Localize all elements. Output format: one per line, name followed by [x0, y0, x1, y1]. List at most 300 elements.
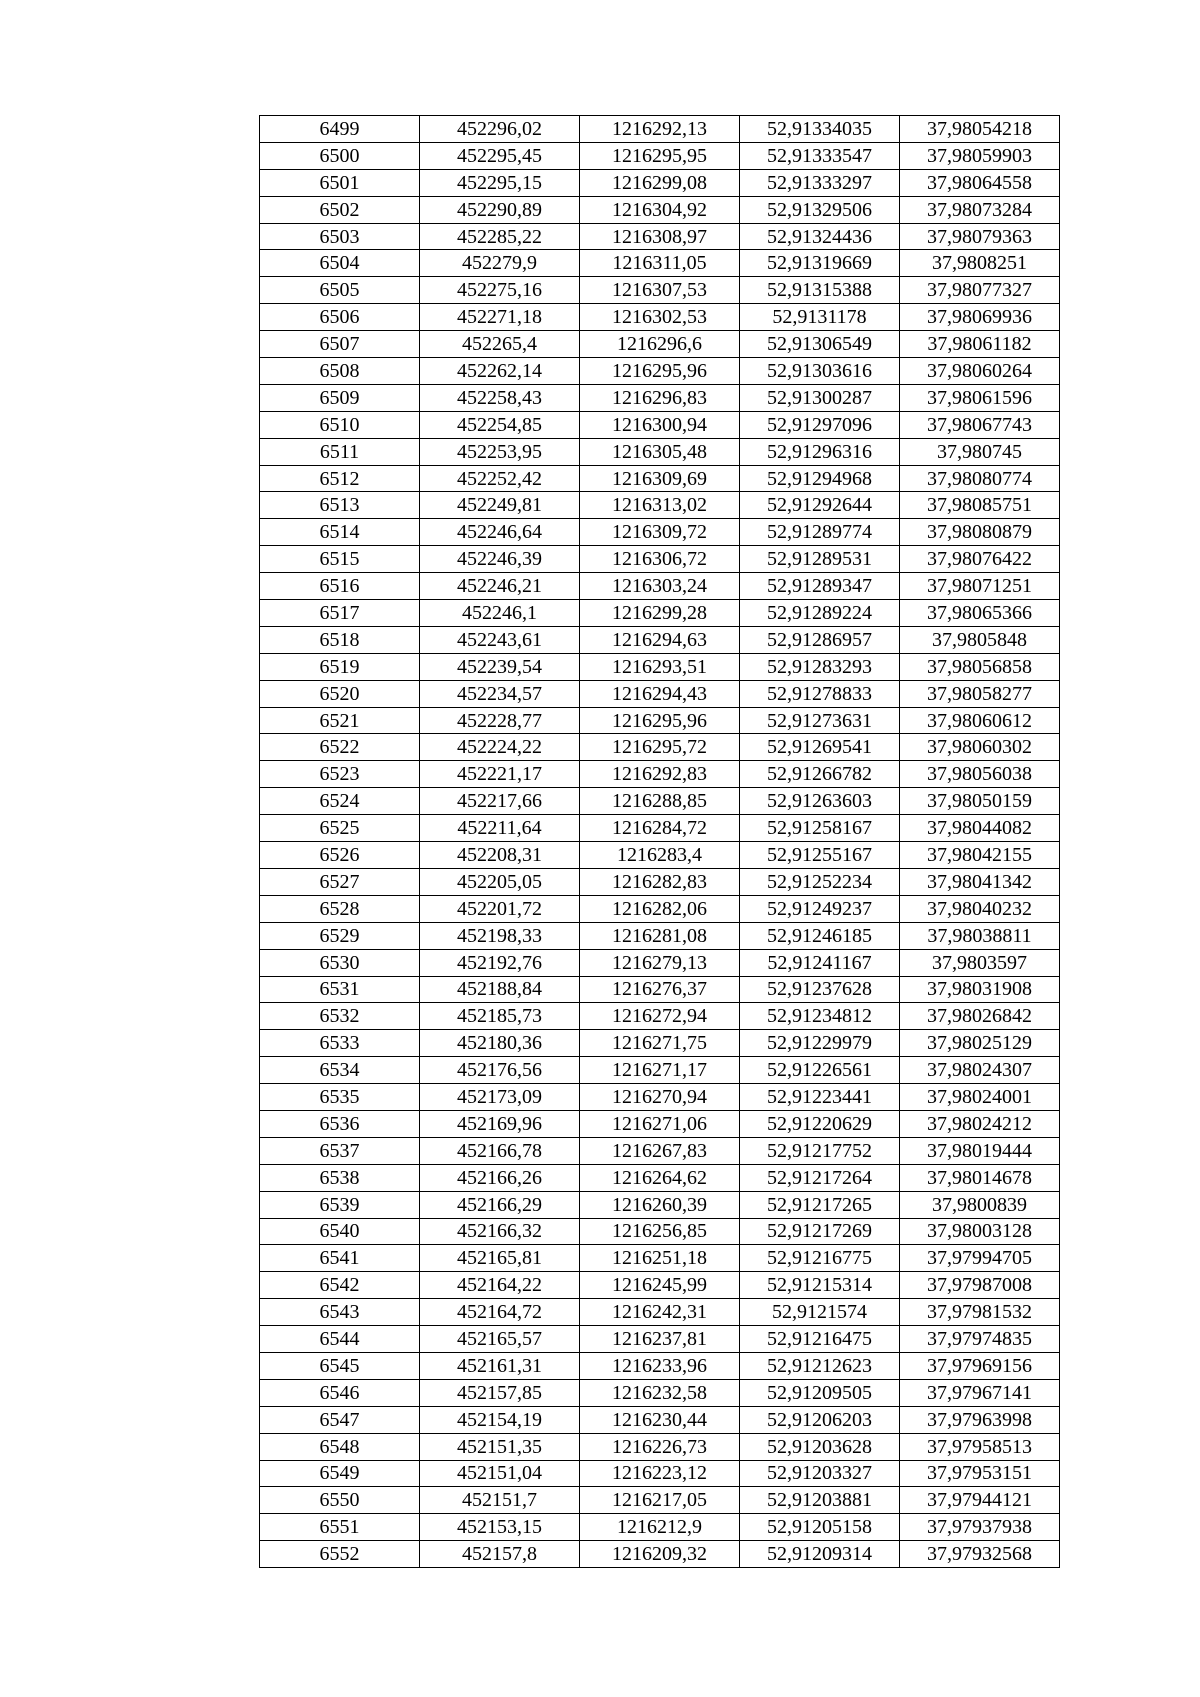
y-coordinate-cell: 1216294,43: [580, 680, 740, 707]
latitude-cell: 52,91329506: [740, 196, 900, 223]
table-row: [260, 626, 1060, 653]
latitude-cell: 52,91333297: [740, 169, 900, 196]
latitude-cell: 52,91252234: [740, 868, 900, 895]
latitude-cell: 52,91289347: [740, 573, 900, 600]
point-number-cell: 6538: [260, 1164, 420, 1191]
table-row: [260, 573, 1060, 600]
point-number-cell: 6544: [260, 1326, 420, 1353]
longitude-cell: 37,98076422: [900, 546, 1060, 573]
latitude-cell: 52,91205158: [740, 1514, 900, 1541]
x-coordinate-cell: 452275,16: [420, 277, 580, 304]
latitude-cell: 52,91216775: [740, 1245, 900, 1272]
latitude-cell: 52,91203881: [740, 1487, 900, 1514]
point-number-cell: 6545: [260, 1352, 420, 1379]
table-row: [260, 788, 1060, 815]
longitude-cell: 37,98065366: [900, 600, 1060, 627]
table-row: [260, 1030, 1060, 1057]
latitude-cell: 52,91217752: [740, 1137, 900, 1164]
x-coordinate-cell: 452164,22: [420, 1272, 580, 1299]
y-coordinate-cell: 1216271,06: [580, 1110, 740, 1137]
x-coordinate-cell: 452157,8: [420, 1541, 580, 1568]
table-row: [260, 384, 1060, 411]
point-number-cell: 6548: [260, 1433, 420, 1460]
y-coordinate-cell: 1216295,72: [580, 734, 740, 761]
table-row: [260, 1191, 1060, 1218]
longitude-cell: 37,9800839: [900, 1191, 1060, 1218]
y-coordinate-cell: 1216295,96: [580, 707, 740, 734]
point-number-cell: 6543: [260, 1299, 420, 1326]
x-coordinate-cell: 452173,09: [420, 1084, 580, 1111]
point-number-cell: 6514: [260, 519, 420, 546]
table-row: [260, 250, 1060, 277]
longitude-cell: 37,97963998: [900, 1406, 1060, 1433]
longitude-cell: 37,98024212: [900, 1110, 1060, 1137]
longitude-cell: 37,98085751: [900, 492, 1060, 519]
point-number-cell: 6547: [260, 1406, 420, 1433]
x-coordinate-cell: 452201,72: [420, 895, 580, 922]
latitude-cell: 52,91241167: [740, 949, 900, 976]
latitude-cell: 52,91303616: [740, 358, 900, 385]
y-coordinate-cell: 1216296,83: [580, 384, 740, 411]
point-number-cell: 6539: [260, 1191, 420, 1218]
x-coordinate-cell: 452165,81: [420, 1245, 580, 1272]
latitude-cell: 52,91203628: [740, 1433, 900, 1460]
x-coordinate-cell: 452176,56: [420, 1057, 580, 1084]
point-number-cell: 6521: [260, 707, 420, 734]
longitude-cell: 37,98056038: [900, 761, 1060, 788]
longitude-cell: 37,98026842: [900, 1003, 1060, 1030]
longitude-cell: 37,98025129: [900, 1030, 1060, 1057]
latitude-cell: 52,91209505: [740, 1379, 900, 1406]
longitude-cell: 37,98041342: [900, 868, 1060, 895]
latitude-cell: 52,91263603: [740, 788, 900, 815]
table-row: [260, 842, 1060, 869]
x-coordinate-cell: 452192,76: [420, 949, 580, 976]
longitude-cell: 37,98060264: [900, 358, 1060, 385]
point-number-cell: 6508: [260, 358, 420, 385]
point-number-cell: 6542: [260, 1272, 420, 1299]
point-number-cell: 6551: [260, 1514, 420, 1541]
y-coordinate-cell: 1216260,39: [580, 1191, 740, 1218]
latitude-cell: 52,91223441: [740, 1084, 900, 1111]
point-number-cell: 6532: [260, 1003, 420, 1030]
table-row: [260, 223, 1060, 250]
point-number-cell: 6510: [260, 411, 420, 438]
longitude-cell: 37,97937938: [900, 1514, 1060, 1541]
table-row: [260, 1245, 1060, 1272]
latitude-cell: 52,91286957: [740, 626, 900, 653]
y-coordinate-cell: 1216242,31: [580, 1299, 740, 1326]
x-coordinate-cell: 452262,14: [420, 358, 580, 385]
point-number-cell: 6502: [260, 196, 420, 223]
longitude-cell: 37,98060612: [900, 707, 1060, 734]
y-coordinate-cell: 1216251,18: [580, 1245, 740, 1272]
point-number-cell: 6531: [260, 976, 420, 1003]
latitude-cell: 52,91278833: [740, 680, 900, 707]
latitude-cell: 52,91220629: [740, 1110, 900, 1137]
point-number-cell: 6530: [260, 949, 420, 976]
point-number-cell: 6519: [260, 653, 420, 680]
table-row: [260, 116, 1060, 143]
latitude-cell: 52,91215314: [740, 1272, 900, 1299]
x-coordinate-cell: 452166,78: [420, 1137, 580, 1164]
longitude-cell: 37,98080774: [900, 465, 1060, 492]
point-number-cell: 6536: [260, 1110, 420, 1137]
table-row: [260, 815, 1060, 842]
latitude-cell: 52,91315388: [740, 277, 900, 304]
table-row: [260, 949, 1060, 976]
y-coordinate-cell: 1216288,85: [580, 788, 740, 815]
y-coordinate-cell: 1216282,06: [580, 895, 740, 922]
y-coordinate-cell: 1216293,51: [580, 653, 740, 680]
table-row: [260, 438, 1060, 465]
latitude-cell: 52,91246185: [740, 922, 900, 949]
longitude-cell: 37,97953151: [900, 1460, 1060, 1487]
point-number-cell: 6509: [260, 384, 420, 411]
x-coordinate-cell: 452246,64: [420, 519, 580, 546]
x-coordinate-cell: 452271,18: [420, 304, 580, 331]
y-coordinate-cell: 1216311,05: [580, 250, 740, 277]
table-row: [260, 1487, 1060, 1514]
y-coordinate-cell: 1216276,37: [580, 976, 740, 1003]
y-coordinate-cell: 1216292,13: [580, 116, 740, 143]
point-number-cell: 6506: [260, 304, 420, 331]
latitude-cell: 52,91273631: [740, 707, 900, 734]
table-row: [260, 358, 1060, 385]
table-row: [260, 277, 1060, 304]
table-row: [260, 196, 1060, 223]
x-coordinate-cell: 452258,43: [420, 384, 580, 411]
table-row: [260, 142, 1060, 169]
y-coordinate-cell: 1216233,96: [580, 1352, 740, 1379]
y-coordinate-cell: 1216212,9: [580, 1514, 740, 1541]
x-coordinate-cell: 452188,84: [420, 976, 580, 1003]
table-row: [260, 465, 1060, 492]
y-coordinate-cell: 1216281,08: [580, 922, 740, 949]
longitude-cell: 37,9803597: [900, 949, 1060, 976]
point-number-cell: 6549: [260, 1460, 420, 1487]
point-number-cell: 6518: [260, 626, 420, 653]
table-row: [260, 169, 1060, 196]
x-coordinate-cell: 452211,64: [420, 815, 580, 842]
table-row: [260, 331, 1060, 358]
x-coordinate-cell: 452151,04: [420, 1460, 580, 1487]
x-coordinate-cell: 452295,45: [420, 142, 580, 169]
table-row: [260, 976, 1060, 1003]
x-coordinate-cell: 452217,66: [420, 788, 580, 815]
point-number-cell: 6533: [260, 1030, 420, 1057]
x-coordinate-cell: 452253,95: [420, 438, 580, 465]
table-row: [260, 734, 1060, 761]
table-row: [260, 1406, 1060, 1433]
y-coordinate-cell: 1216299,08: [580, 169, 740, 196]
point-number-cell: 6523: [260, 761, 420, 788]
longitude-cell: 37,98014678: [900, 1164, 1060, 1191]
x-coordinate-cell: 452165,57: [420, 1326, 580, 1353]
x-coordinate-cell: 452208,31: [420, 842, 580, 869]
y-coordinate-cell: 1216232,58: [580, 1379, 740, 1406]
point-number-cell: 6534: [260, 1057, 420, 1084]
x-coordinate-cell: 452296,02: [420, 116, 580, 143]
y-coordinate-cell: 1216245,99: [580, 1272, 740, 1299]
table-row: [260, 1272, 1060, 1299]
longitude-cell: 37,97994705: [900, 1245, 1060, 1272]
y-coordinate-cell: 1216237,81: [580, 1326, 740, 1353]
point-number-cell: 6541: [260, 1245, 420, 1272]
x-coordinate-cell: 452254,85: [420, 411, 580, 438]
y-coordinate-cell: 1216271,75: [580, 1030, 740, 1057]
x-coordinate-cell: 452290,89: [420, 196, 580, 223]
x-coordinate-cell: 452169,96: [420, 1110, 580, 1137]
longitude-cell: 37,98060302: [900, 734, 1060, 761]
point-number-cell: 6512: [260, 465, 420, 492]
latitude-cell: 52,91217264: [740, 1164, 900, 1191]
table-row: [260, 1164, 1060, 1191]
y-coordinate-cell: 1216300,94: [580, 411, 740, 438]
y-coordinate-cell: 1216271,17: [580, 1057, 740, 1084]
latitude-cell: 52,91217269: [740, 1218, 900, 1245]
y-coordinate-cell: 1216304,92: [580, 196, 740, 223]
latitude-cell: 52,91283293: [740, 653, 900, 680]
longitude-cell: 37,98079363: [900, 223, 1060, 250]
point-number-cell: 6552: [260, 1541, 420, 1568]
table-row: [260, 1460, 1060, 1487]
point-number-cell: 6513: [260, 492, 420, 519]
x-coordinate-cell: 452246,21: [420, 573, 580, 600]
point-number-cell: 6499: [260, 116, 420, 143]
x-coordinate-cell: 452246,39: [420, 546, 580, 573]
point-number-cell: 6525: [260, 815, 420, 842]
longitude-cell: 37,98073284: [900, 196, 1060, 223]
y-coordinate-cell: 1216272,94: [580, 1003, 740, 1030]
longitude-cell: 37,97981532: [900, 1299, 1060, 1326]
longitude-cell: 37,98024001: [900, 1084, 1060, 1111]
point-number-cell: 6511: [260, 438, 420, 465]
x-coordinate-cell: 452185,73: [420, 1003, 580, 1030]
latitude-cell: 52,91255167: [740, 842, 900, 869]
point-number-cell: 6537: [260, 1137, 420, 1164]
table-row: [260, 1433, 1060, 1460]
y-coordinate-cell: 1216309,69: [580, 465, 740, 492]
point-number-cell: 6540: [260, 1218, 420, 1245]
latitude-cell: 52,91289224: [740, 600, 900, 627]
point-number-cell: 6550: [260, 1487, 420, 1514]
longitude-cell: 37,98038811: [900, 922, 1060, 949]
longitude-cell: 37,98040232: [900, 895, 1060, 922]
table-row: [260, 1110, 1060, 1137]
table-row: [260, 304, 1060, 331]
x-coordinate-cell: 452295,15: [420, 169, 580, 196]
table-row: [260, 600, 1060, 627]
y-coordinate-cell: 1216299,28: [580, 600, 740, 627]
longitude-cell: 37,98044082: [900, 815, 1060, 842]
table-row: [260, 1326, 1060, 1353]
table-row: [260, 1514, 1060, 1541]
table-row: [260, 1137, 1060, 1164]
y-coordinate-cell: 1216230,44: [580, 1406, 740, 1433]
longitude-cell: 37,97944121: [900, 1487, 1060, 1514]
latitude-cell: 52,91294968: [740, 465, 900, 492]
point-number-cell: 6527: [260, 868, 420, 895]
point-number-cell: 6504: [260, 250, 420, 277]
latitude-cell: 52,91203327: [740, 1460, 900, 1487]
longitude-cell: 37,98050159: [900, 788, 1060, 815]
longitude-cell: 37,98069936: [900, 304, 1060, 331]
x-coordinate-cell: 452246,1: [420, 600, 580, 627]
table-row: [260, 653, 1060, 680]
latitude-cell: 52,91217265: [740, 1191, 900, 1218]
coordinates-table-body: [260, 116, 1060, 1568]
point-number-cell: 6535: [260, 1084, 420, 1111]
longitude-cell: 37,98054218: [900, 116, 1060, 143]
table-row: [260, 680, 1060, 707]
longitude-cell: 37,98077327: [900, 277, 1060, 304]
y-coordinate-cell: 1216283,4: [580, 842, 740, 869]
point-number-cell: 6503: [260, 223, 420, 250]
x-coordinate-cell: 452151,35: [420, 1433, 580, 1460]
x-coordinate-cell: 452198,33: [420, 922, 580, 949]
table-row: [260, 411, 1060, 438]
longitude-cell: 37,98003128: [900, 1218, 1060, 1245]
latitude-cell: 52,91269541: [740, 734, 900, 761]
y-coordinate-cell: 1216209,32: [580, 1541, 740, 1568]
longitude-cell: 37,97958513: [900, 1433, 1060, 1460]
table-row: [260, 707, 1060, 734]
table-row: [260, 761, 1060, 788]
longitude-cell: 37,97987008: [900, 1272, 1060, 1299]
y-coordinate-cell: 1216217,05: [580, 1487, 740, 1514]
latitude-cell: 52,91292644: [740, 492, 900, 519]
latitude-cell: 52,91306549: [740, 331, 900, 358]
longitude-cell: 37,97969156: [900, 1352, 1060, 1379]
x-coordinate-cell: 452157,85: [420, 1379, 580, 1406]
x-coordinate-cell: 452239,54: [420, 653, 580, 680]
point-number-cell: 6522: [260, 734, 420, 761]
x-coordinate-cell: 452166,29: [420, 1191, 580, 1218]
table-row: [260, 519, 1060, 546]
latitude-cell: 52,91234812: [740, 1003, 900, 1030]
x-coordinate-cell: 452205,05: [420, 868, 580, 895]
latitude-cell: 52,91324436: [740, 223, 900, 250]
point-number-cell: 6528: [260, 895, 420, 922]
y-coordinate-cell: 1216303,24: [580, 573, 740, 600]
x-coordinate-cell: 452154,19: [420, 1406, 580, 1433]
y-coordinate-cell: 1216223,12: [580, 1460, 740, 1487]
x-coordinate-cell: 452151,7: [420, 1487, 580, 1514]
longitude-cell: 37,98067743: [900, 411, 1060, 438]
longitude-cell: 37,98061182: [900, 331, 1060, 358]
y-coordinate-cell: 1216302,53: [580, 304, 740, 331]
latitude-cell: 52,91229979: [740, 1030, 900, 1057]
table-row: [260, 1379, 1060, 1406]
longitude-cell: 37,98056858: [900, 653, 1060, 680]
latitude-cell: 52,91216475: [740, 1326, 900, 1353]
table-row: [260, 1218, 1060, 1245]
latitude-cell: 52,91209314: [740, 1541, 900, 1568]
table-row: [260, 1084, 1060, 1111]
table-row: [260, 868, 1060, 895]
point-number-cell: 6529: [260, 922, 420, 949]
y-coordinate-cell: 1216270,94: [580, 1084, 740, 1111]
latitude-cell: 52,91297096: [740, 411, 900, 438]
longitude-cell: 37,98080879: [900, 519, 1060, 546]
table-row: [260, 1057, 1060, 1084]
table-row: [260, 1299, 1060, 1326]
longitude-cell: 37,9808251: [900, 250, 1060, 277]
latitude-cell: 52,91300287: [740, 384, 900, 411]
point-number-cell: 6524: [260, 788, 420, 815]
y-coordinate-cell: 1216264,62: [580, 1164, 740, 1191]
longitude-cell: 37,98071251: [900, 573, 1060, 600]
latitude-cell: 52,91289774: [740, 519, 900, 546]
point-number-cell: 6505: [260, 277, 420, 304]
longitude-cell: 37,97967141: [900, 1379, 1060, 1406]
x-coordinate-cell: 452180,36: [420, 1030, 580, 1057]
longitude-cell: 37,98031908: [900, 976, 1060, 1003]
y-coordinate-cell: 1216256,85: [580, 1218, 740, 1245]
latitude-cell: 52,91249237: [740, 895, 900, 922]
longitude-cell: 37,9805848: [900, 626, 1060, 653]
x-coordinate-cell: 452265,4: [420, 331, 580, 358]
x-coordinate-cell: 452221,17: [420, 761, 580, 788]
longitude-cell: 37,98058277: [900, 680, 1060, 707]
latitude-cell: 52,91237628: [740, 976, 900, 1003]
coordinates-table: [259, 115, 1060, 1568]
y-coordinate-cell: 1216292,83: [580, 761, 740, 788]
table-row: [260, 1541, 1060, 1568]
x-coordinate-cell: 452164,72: [420, 1299, 580, 1326]
x-coordinate-cell: 452153,15: [420, 1514, 580, 1541]
table-row: [260, 1352, 1060, 1379]
y-coordinate-cell: 1216305,48: [580, 438, 740, 465]
y-coordinate-cell: 1216309,72: [580, 519, 740, 546]
latitude-cell: 52,91266782: [740, 761, 900, 788]
table-row: [260, 1003, 1060, 1030]
latitude-cell: 52,91226561: [740, 1057, 900, 1084]
longitude-cell: 37,98024307: [900, 1057, 1060, 1084]
x-coordinate-cell: 452279,9: [420, 250, 580, 277]
point-number-cell: 6507: [260, 331, 420, 358]
y-coordinate-cell: 1216279,13: [580, 949, 740, 976]
point-number-cell: 6516: [260, 573, 420, 600]
y-coordinate-cell: 1216306,72: [580, 546, 740, 573]
x-coordinate-cell: 452243,61: [420, 626, 580, 653]
latitude-cell: 52,9131178: [740, 304, 900, 331]
x-coordinate-cell: 452285,22: [420, 223, 580, 250]
y-coordinate-cell: 1216284,72: [580, 815, 740, 842]
y-coordinate-cell: 1216307,53: [580, 277, 740, 304]
point-number-cell: 6501: [260, 169, 420, 196]
y-coordinate-cell: 1216313,02: [580, 492, 740, 519]
y-coordinate-cell: 1216295,96: [580, 358, 740, 385]
y-coordinate-cell: 1216296,6: [580, 331, 740, 358]
longitude-cell: 37,98061596: [900, 384, 1060, 411]
x-coordinate-cell: 452224,22: [420, 734, 580, 761]
y-coordinate-cell: 1216295,95: [580, 142, 740, 169]
longitude-cell: 37,98042155: [900, 842, 1060, 869]
latitude-cell: 52,91334035: [740, 116, 900, 143]
y-coordinate-cell: 1216226,73: [580, 1433, 740, 1460]
y-coordinate-cell: 1216282,83: [580, 868, 740, 895]
x-coordinate-cell: 452252,42: [420, 465, 580, 492]
y-coordinate-cell: 1216267,83: [580, 1137, 740, 1164]
x-coordinate-cell: 452249,81: [420, 492, 580, 519]
table-row: [260, 922, 1060, 949]
y-coordinate-cell: 1216294,63: [580, 626, 740, 653]
latitude-cell: 52,9121574: [740, 1299, 900, 1326]
latitude-cell: 52,91258167: [740, 815, 900, 842]
longitude-cell: 37,97932568: [900, 1541, 1060, 1568]
